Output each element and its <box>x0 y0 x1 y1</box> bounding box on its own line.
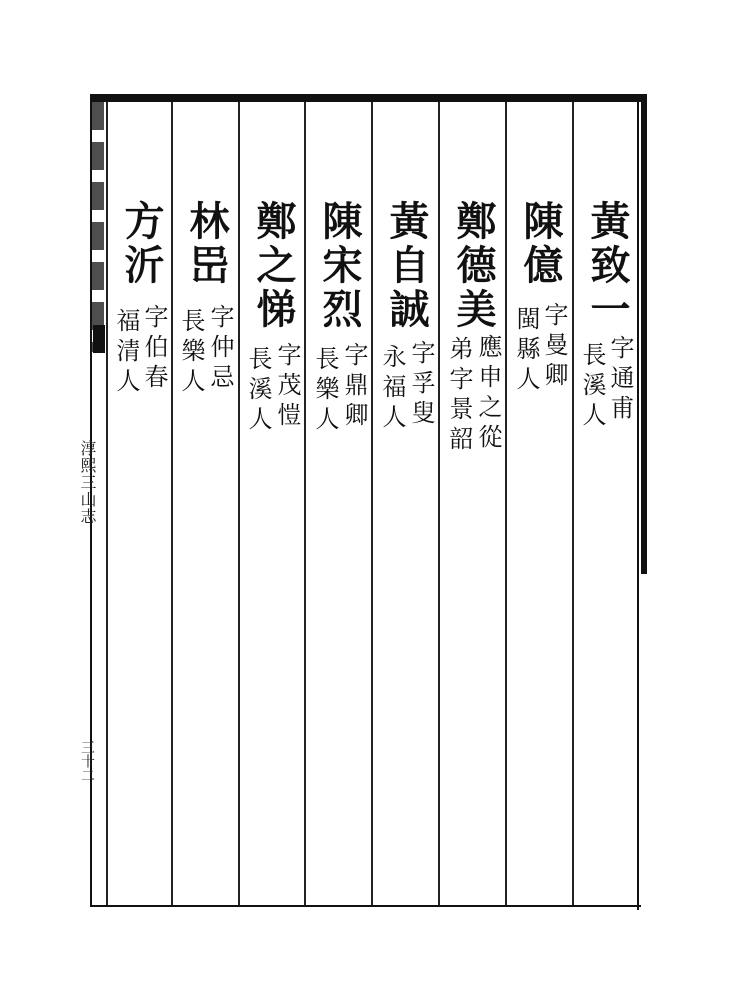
note-right: 字茂愷 <box>273 342 301 432</box>
note-right: 字鼎卿 <box>340 342 368 432</box>
margin-page-number: 三十二 <box>79 740 95 782</box>
entry-column <box>304 200 371 880</box>
note-left: 永福人 <box>378 344 406 434</box>
fish-tail-mark <box>93 325 105 353</box>
bottom-border <box>90 905 641 907</box>
person-name: 鄭德美 <box>450 200 497 332</box>
person-name: 黃自誠 <box>383 200 430 332</box>
entry-column <box>106 200 171 880</box>
entry-column <box>572 200 637 880</box>
note-right: 字仲忌 <box>206 304 234 394</box>
note-right: 字孚叟 <box>407 340 435 430</box>
right-border <box>637 100 639 910</box>
note-right: 字伯春 <box>140 304 168 394</box>
entry-column <box>438 200 505 880</box>
person-name: 方沂 <box>118 200 165 288</box>
note-right: 應申之從 <box>474 334 502 454</box>
note-left: 長溪人 <box>244 346 272 436</box>
entry-column <box>371 200 438 880</box>
entry-column <box>238 200 304 880</box>
entry-column <box>505 200 572 880</box>
entry-column <box>171 200 238 880</box>
note-left: 長樂人 <box>311 346 339 436</box>
person-name: 鄭之悌 <box>250 200 297 332</box>
note-left: 弟字景韶 <box>445 336 473 456</box>
person-name: 林岊 <box>183 200 230 288</box>
person-name: 陳億 <box>517 200 564 288</box>
top-border <box>90 94 647 102</box>
person-name: 陳宋烈 <box>316 200 363 332</box>
note-left: 福清人 <box>112 308 140 398</box>
note-right: 字通甫 <box>606 335 634 425</box>
note-left: 閩縣人 <box>512 306 540 396</box>
right-border-thick <box>641 94 647 574</box>
margin-book-title: 淳熙三山志 <box>78 440 97 525</box>
spine-heading-mark <box>92 102 104 352</box>
note-left: 長樂人 <box>177 308 205 398</box>
person-name: 黃致一 <box>584 200 631 332</box>
note-right: 字曼卿 <box>540 302 568 392</box>
note-left: 長溪人 <box>578 342 606 432</box>
